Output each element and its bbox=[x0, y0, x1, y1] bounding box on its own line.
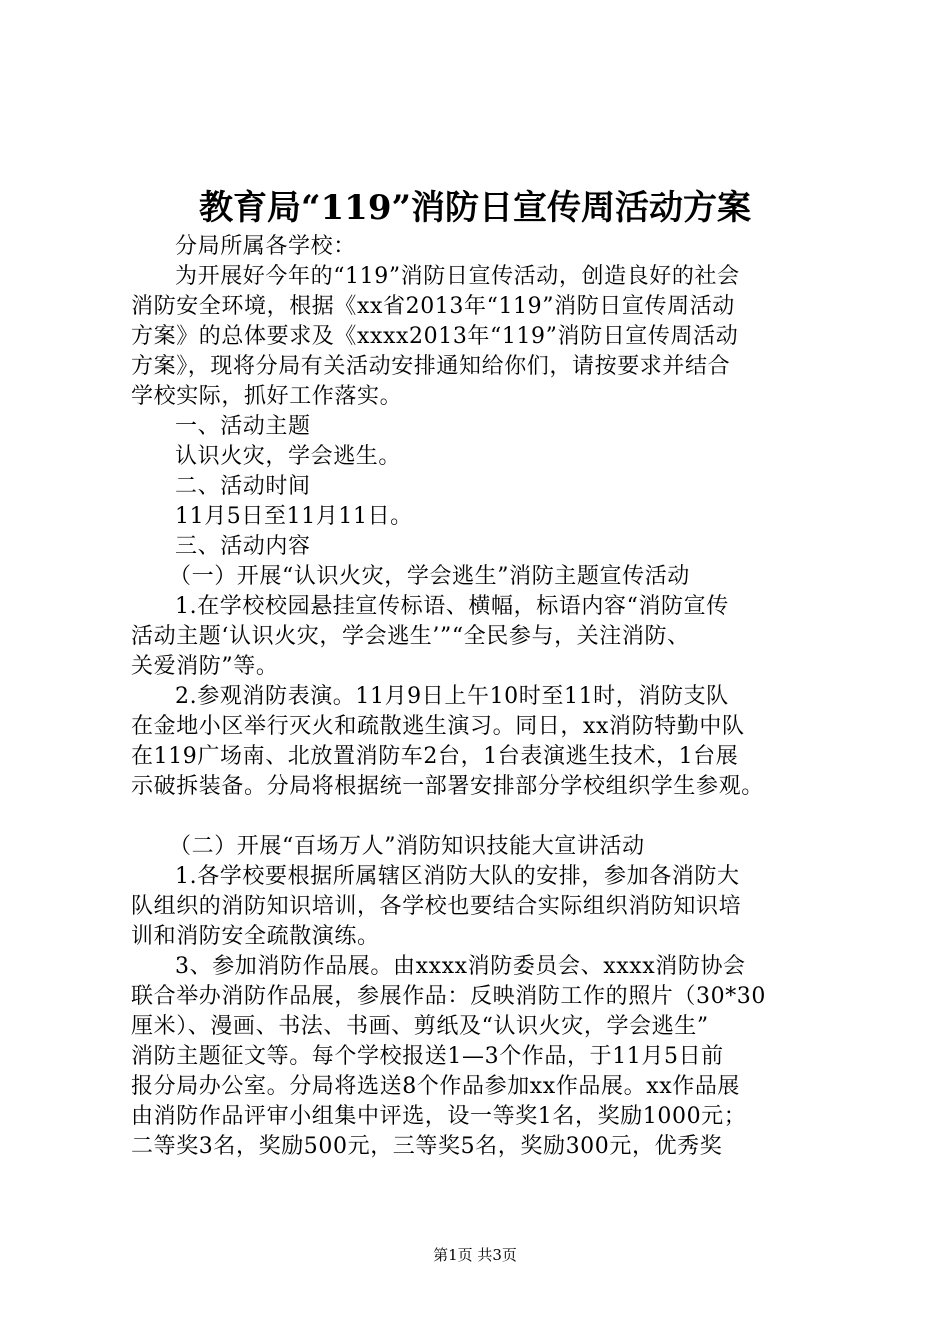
paragraph-line: 为开展好今年的“119”消防日宣传活动，创造良好的社会 bbox=[175, 264, 740, 289]
paragraph-line: 二等奖3名，奖励500元，三等奖5名，奖励300元，优秀奖 bbox=[131, 1134, 723, 1159]
paragraph-line: 1.各学校要根据所属辖区消防大队的安排，参加各消防大 bbox=[175, 864, 740, 889]
paragraph-line: 2.参观消防表演。11月9日上午10时至11时，消防支队 bbox=[175, 684, 729, 709]
blank-line bbox=[131, 802, 831, 832]
paragraph-line: 关爱消防”等。 bbox=[131, 654, 279, 679]
paragraph-line: 方案》的总体要求及《xxxx2013年“119”消防日宣传周活动 bbox=[131, 324, 739, 349]
paragraph-line: 3、参加消防作品展。由xxxx消防委员会、xxxx消防协会 bbox=[175, 954, 746, 979]
paragraph-line: 认识火灾，学会逃生。 bbox=[175, 444, 402, 469]
paragraph-line: （二）开展“百场万人”消防知识技能大宣讲活动 bbox=[169, 834, 645, 859]
paragraph-line: 训和消防安全疏散演练。 bbox=[131, 924, 380, 949]
paragraph-line: 消防主题征文等。每个学校报送1—3个作品，于11月5日前 bbox=[131, 1044, 724, 1069]
paragraph-line: 队组织的消防知识培训，各学校也要结合实际组织消防知识培 bbox=[131, 894, 742, 919]
paragraph-line: 分局所属各学校： bbox=[175, 234, 356, 259]
document-title: 教育局“119”消防日宣传周活动方案 bbox=[198, 188, 752, 228]
paragraph-line: 消防安全环境，根据《xx省2013年“119”消防日宣传周活动 bbox=[131, 294, 735, 319]
paragraph-line: 一、活动主题 bbox=[175, 414, 311, 439]
document-body bbox=[131, 232, 831, 1162]
paragraph-line: 厘米）、漫画、书法、书画、剪纸及“认识火灾，学会逃生” bbox=[131, 1014, 709, 1039]
paragraph-line: 示破拆装备。分局将根据统一部署安排部分学校组织学生参观。 bbox=[131, 774, 764, 799]
paragraph-line: 11月5日至11月11日。 bbox=[175, 504, 413, 529]
paragraph-line: 报分局办公室。分局将选送8个作品参加xx作品展。xx作品展 bbox=[131, 1074, 741, 1099]
paragraph-line: 学校实际，抓好工作落实。 bbox=[131, 384, 403, 409]
paragraph-line: 在金地小区举行灭火和疏散逃生演习。同日，xx消防特勤中队 bbox=[131, 714, 745, 739]
paragraph-line: 二、活动时间 bbox=[175, 474, 311, 499]
paragraph-line: 由消防作品评审小组集中评选，设一等奖1名，奖励1000元； bbox=[131, 1104, 747, 1129]
page-footer: 第1页 共3页 bbox=[433, 1246, 517, 1264]
paragraph-line: 方案》，现将分局有关活动安排通知给你们，请按要求并结合 bbox=[131, 354, 731, 379]
paragraph-line: （一）开展“认识火灾，学会逃生”消防主题宣传活动 bbox=[169, 564, 690, 589]
paragraph-line: 三、活动内容 bbox=[175, 534, 311, 559]
paragraph-line: 1.在学校校园悬挂宣传标语、横幅，标语内容“消防宣传 bbox=[175, 594, 729, 619]
paragraph-line: 活动主题‘认识火灾，学会逃生’”“全民参与，关注消防、 bbox=[131, 624, 690, 649]
paragraph-line: 在119广场南、北放置消防车2台，1台表演逃生技术，1台展 bbox=[131, 744, 739, 769]
paragraph-line: 联合举办消防作品展，参展作品：反映消防工作的照片（30*30 bbox=[131, 984, 766, 1009]
